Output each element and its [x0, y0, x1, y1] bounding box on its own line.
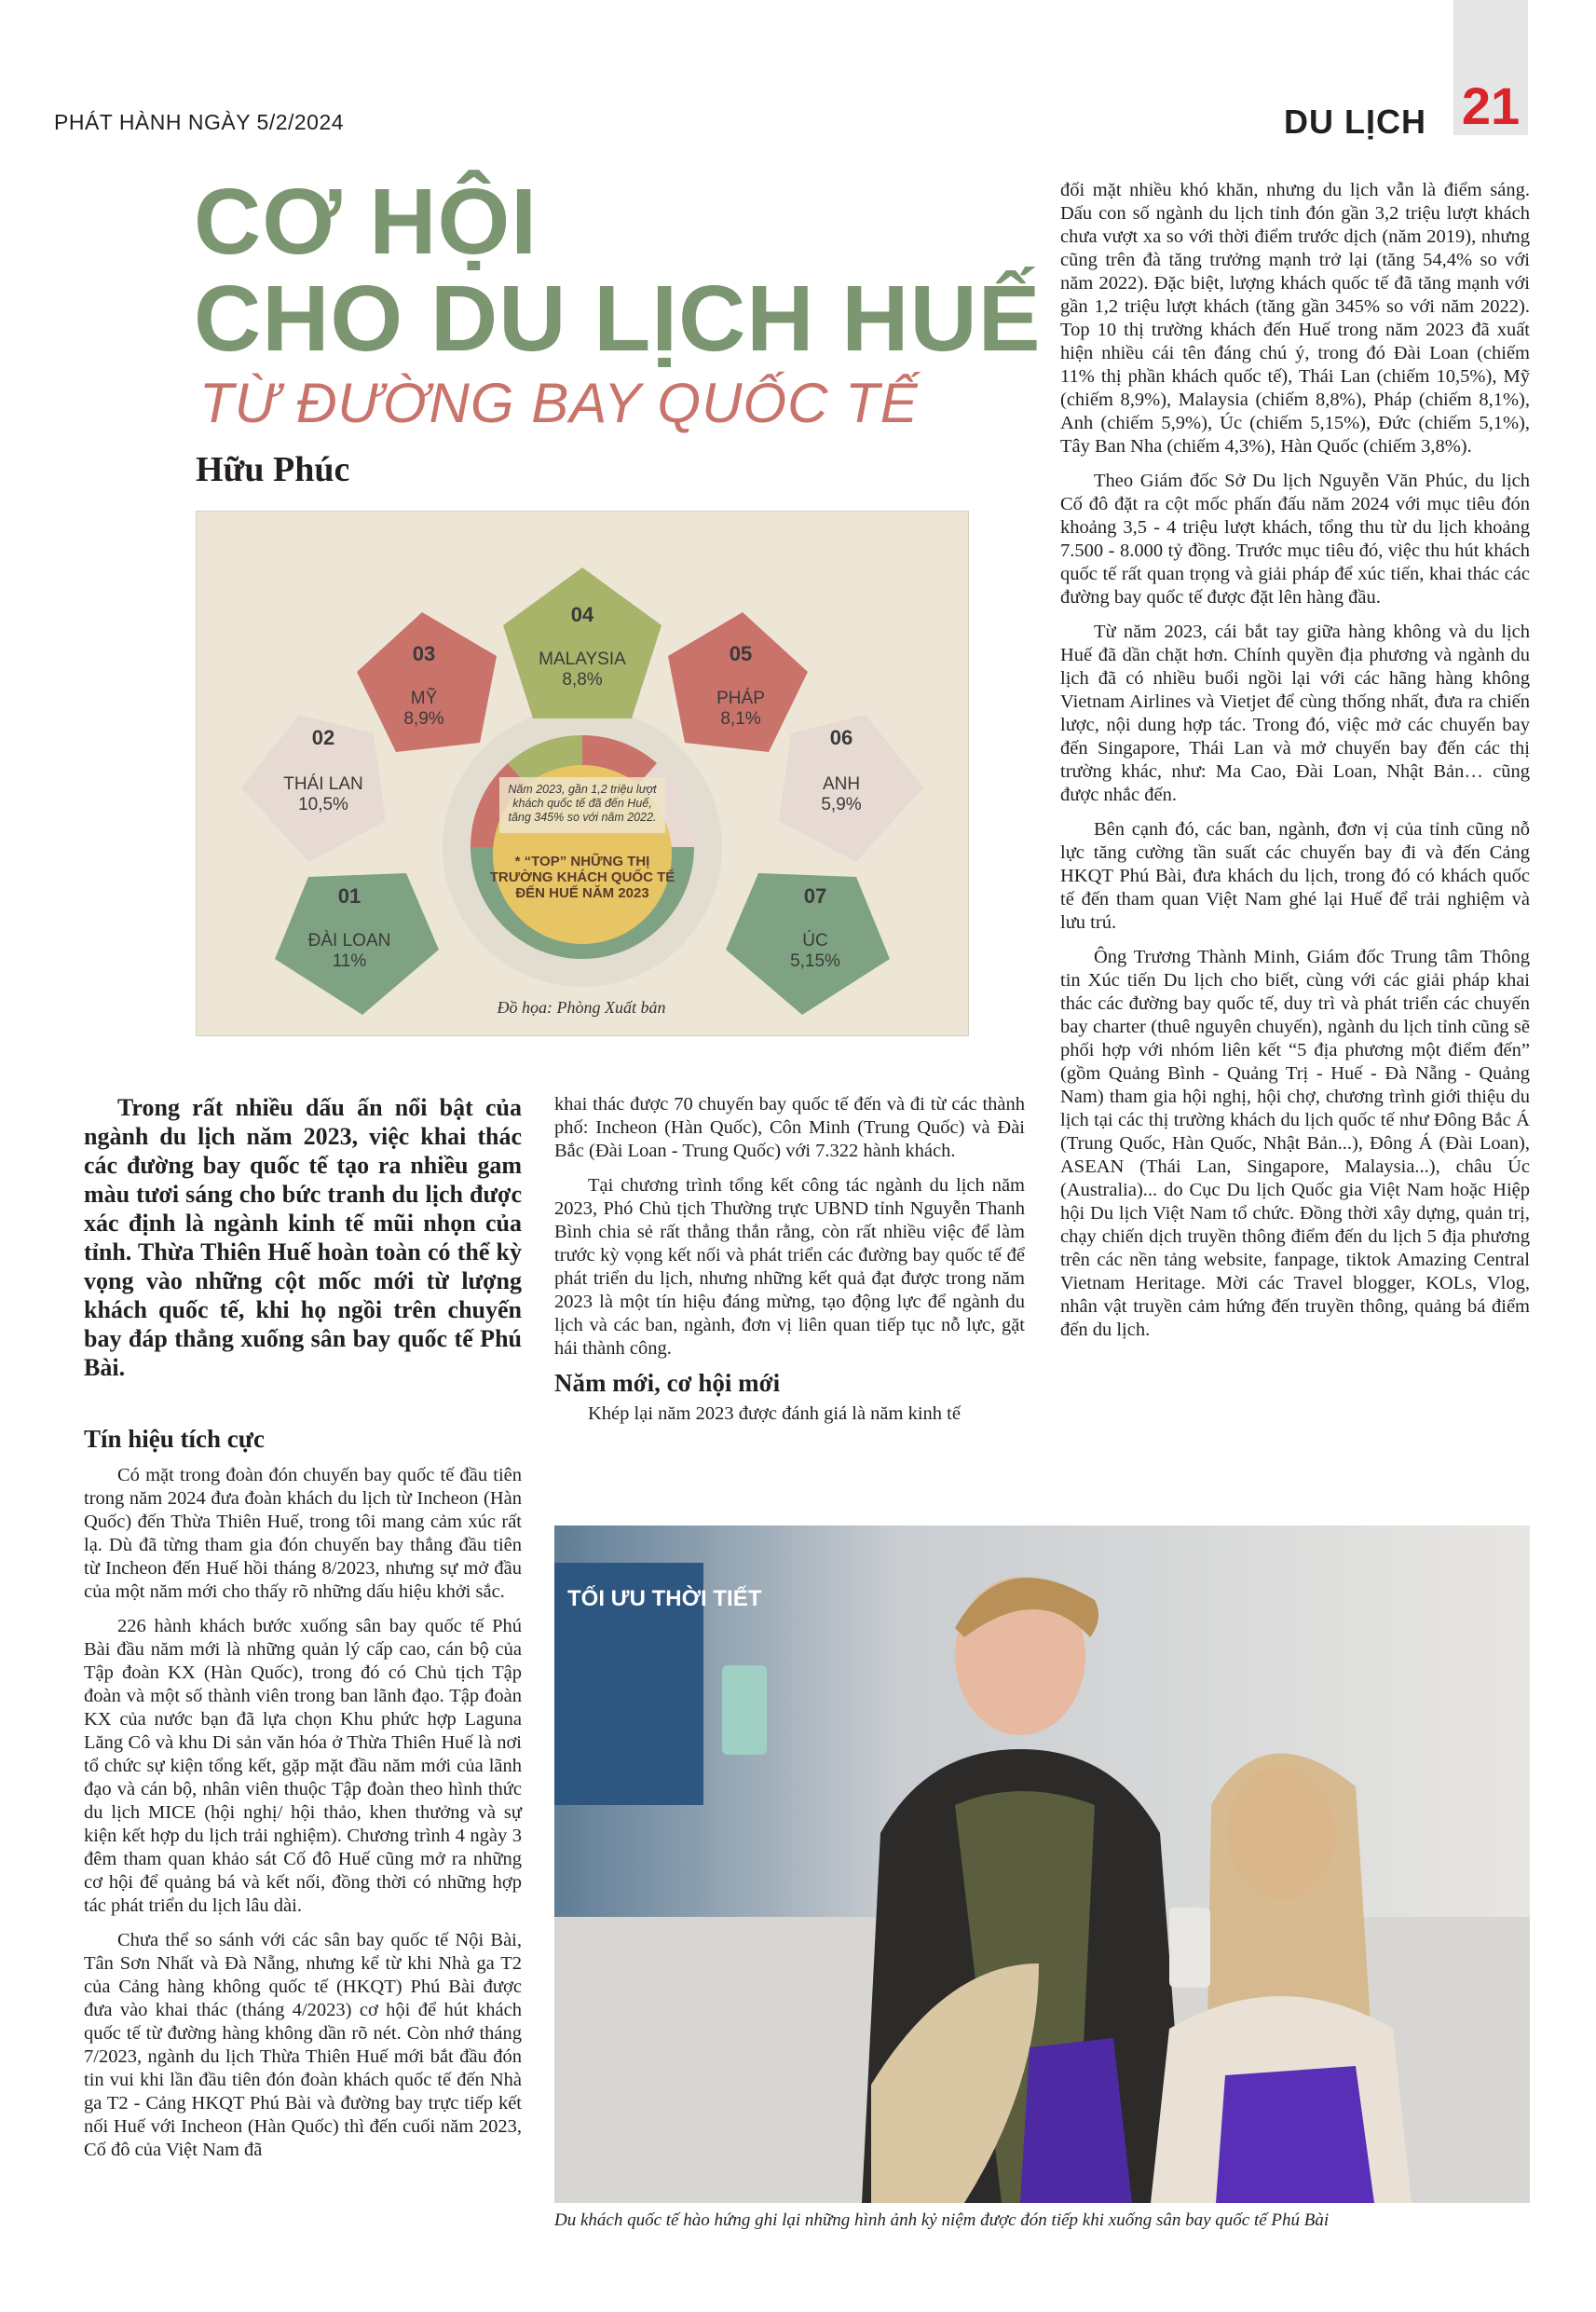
infographic-svg [197, 512, 968, 1035]
graphic-credit: Đồ họa: Phòng Xuất bản [497, 998, 666, 1017]
phone-right [1169, 1908, 1210, 1988]
infographic [196, 511, 969, 1036]
name-07: ÚC [802, 931, 828, 951]
share-02: 10,5% [298, 795, 348, 814]
paragraph: Ông Trương Thành Minh, Giám đốc Trung tâm Thông tin Xúc tiến Du lịch cho biết, cùng với các giải pháp khai thác các đường bay quốc tế, duy trì và phát triển các chuyến bay charter (thuê nguyên chuyến), ngành du lịch tỉnh cũng sẽ phối hợp với nhóm liên kết “5 địa phương một điểm đến” (gồm Quảng Bình - Quảng Trị - Huế - Đà Nẵng - Quảng Nam) tham gia hội nghị, hội chợ, chương trình giới thiệu du lịch tại các thị trường khách du lịch quốc tế như Đông Bắc Á (Trung Quốc, Hàn Quốc, Nhật Bản...), Đông Á (Đài Loan), ASEAN (Thái Lan, Singapore, Malaysia...), châu Úc (Australia)... do Cục Du lịch Quốc gia Việt Nam hoặc Hiệp hội Du lịch Việt Nam tổ chức. Đồng thời xây dựng, quản trị, chạy chiến dịch truyền thông điểm đến du lịch 5 địa phương trên các nền tảng website, fanpage, tiktok Amazing Central Vietnam Heritage. Mời các Travel blogger, KOLs, Vlog, nhân vật truyền cảm hứng đến truyền thông, quảng bá điểm đến du lịch. [1060, 947, 1530, 1340]
rank-07: 07 [803, 884, 827, 908]
section-heading-2: Năm mới, cơ hội mới [554, 1369, 781, 1397]
share-01: 11% [332, 951, 367, 971]
column-2 [554, 1093, 1025, 1437]
paragraph: Theo Giám đốc Sở Du lịch Nguyễn Văn Phúc, du lịch Cố đô đặt ra cột mốc phấn đấu năm 2024 với mục tiêu đón khoảng 3,5 - 4 triệu lượt khách, tổng thu từ du lịch khoảng 7.500 - 8.000 tỷ đồng. Trước mục tiêu đó, việc thu hút khách quốc tế rất quan trọng và giải pháp để xúc tiến, khai thác các đường bay quốc tế được đặt lên hàng đầu. [1060, 471, 1530, 608]
center-title: * “TOP” NHỮNG THỊ TRƯỜNG KHÁCH QUỐC TẾ ĐẾN HUẾ NĂM 2023 [489, 854, 675, 901]
name-04: MALAYSIA [539, 650, 626, 669]
author-byline: Hữu Phúc [196, 450, 350, 489]
page-number: 21 [1461, 76, 1521, 135]
name-02: THÁI LAN [283, 774, 363, 794]
pentagon-05 [668, 612, 808, 752]
rank-06: 06 [829, 726, 853, 749]
issue-date: PHÁT HÀNH NGÀY 5/2/2024 [54, 110, 345, 134]
paragraph: khai thác được 70 chuyến bay quốc tế đến và đi từ các thành phố: Incheon (Hàn Quốc), Côn Minh (Trung Quốc) và Đài Bắc (Đài Loan - Trung Quốc) với 7.322 hành khách. [554, 1094, 1025, 1161]
paragraph: Tại chương trình tổng kết công tác ngành du lịch năm 2023, Phó Chủ tịch Thường trực UBND tỉnh Nguyễn Thanh Bình chia sẻ rất thẳng thắn rằng, còn rất nhiều việc để làm trước kỳ vọng kết nối và phát triển các đường bay quốc tế để phát triển du lịch, nhưng những kết quả đạt được trong năm 2023 là một tín hiệu đáng mừng, tạo động lực để ngành du lịch và các ban, ngành, đơn vị liên quan tiếp tục nỗ lực, gặt hái thành công. [554, 1175, 1025, 1359]
pentagon-03 [357, 612, 497, 752]
paragraph: Chưa thể so sánh với các sân bay quốc tế Nội Bài, Tân Sơn Nhất và Đà Nẵng, nhưng kể từ khi Nhà ga T2 của Cảng hàng không quốc tế (HKQT) Phú Bài được đưa vào khai thác (tháng 4/2023) cơ hội để hút khách quốc tế từ đường hàng không dần rõ nét. Còn nhớ tháng 7/2023, ngành du lịch Thừa Thiên Huế mới bắt đầu đón tin vui khi lần đầu tiên đón đoàn khách quốc tế đến Nhà ga T2 - Cảng HKQT Phú Bài và đường bay trực tiếp kết nối Huế với Incheon (Hàn Quốc) thì đến cuối năm 2023, Cố đô của Việt Nam đã [84, 1930, 522, 2160]
paragraph: 226 hành khách bước xuống sân bay quốc tế Phú Bài đầu năm mới là những quản lý cấp cao, cán bộ của Tập đoàn KX (Hàn Quốc), trong đó có Chủ tịch Tập đoàn và một số thành viên trong ban lãnh đạo. Tập đoàn KX của nước bạn đã lựa chọn Khu phức hợp Laguna Lăng Cô và khu Di sản văn hóa ở Thừa Thiên Huế là nơi tổ chức sự kiện tổng kết, gặp mặt đầu năm mới của lãnh đạo và cán bộ, nhân viên thuộc Tập đoàn theo hình thức du lịch MICE (hội nghị/ hội thảo, khen thưởng và sự kiện kết hợp du lịch trải nghiệm). Chương trình 4 ngày 3 đêm tham quan khảo sát Cố đô Huế cũng mở ra những cơ hội để quảng bá và kết nối, đồng thời có những hợp tác phát triển du lịch lâu dài. [84, 1616, 522, 1916]
paragraph: Bên cạnh đó, các ban, ngành, đơn vị của tỉnh cũng nỗ lực tăng cường tần suất các chuyến bay đi và đến Cảng HKQT Phú Bài, đưa khách du lịch, trong đó có khách quốc tế đến tham quan Việt Nam ghé lại Huế để trải nghiệm và lưu trú. [1060, 819, 1530, 933]
headline-subtitle: TỪ ĐƯỜNG BAY QUỐC TẾ [199, 372, 919, 434]
rank-05: 05 [729, 642, 753, 665]
headline-line-1: CƠ HỘI [194, 170, 539, 274]
section-label: DU LỊCH [1284, 103, 1426, 141]
pentagon-04 [503, 568, 662, 718]
gift-bag-right [1216, 2066, 1374, 2203]
center-text: Năm 2023, gần 1,2 triệu lượt khách quốc tế đã đến Huế, tăng 345% so với năm 2022. [508, 783, 657, 824]
paragraph: Từ năm 2023, cái bắt tay giữa hàng không và du lịch Huế đã dần chặt hơn. Chính quyền địa phương và ngành du lịch đã có nhiều buổi ngồi lại với các hãng hàng không Vietnam Airlines và Vietjet để cùng thống nhất, đưa ra chiến lược, nội dung hợp tác. Trong đó, việc mở các chuyến bay đến Singapore, Thái Lan và mở chuyến bay đến các thị trường khác, như: Ma Cao, Đài Loan, Nhật Bản… cũng được nhắc đến. [1060, 622, 1530, 805]
share-03: 8,9% [403, 709, 444, 729]
phone-left [722, 1665, 767, 1755]
headline-line-2: CHO DU LỊCH HUẾ [194, 267, 1042, 371]
column-1 [84, 1425, 522, 2173]
article-lead: Trong rất nhiều dấu ấn nổi bật của ngành du lịch năm 2023, việc khai thác các đường bay quốc tế tạo ra nhiều gam màu tươi sáng cho bức tranh du lịch được xác định là ngành kinh tế mũi nhọn của tỉnh. Thừa Thiên Huế hoàn toàn có thể kỳ vọng vào những cột mốc mới từ lượng khách quốc tế, khi họ ngồi trên chuyến bay đáp thẳng xuống sân bay quốc tế Phú Bài. [84, 1094, 522, 1381]
column-3 [1060, 179, 1530, 1353]
name-01: ĐÀI LOAN [307, 931, 391, 951]
rank-03: 03 [412, 642, 436, 665]
name-05: PHÁP [716, 689, 765, 708]
photo-illustration [554, 1525, 1530, 2203]
paragraph: Khép lại năm 2023 được đánh giá là năm kinh tế [588, 1403, 961, 1424]
name-06: ANH [822, 774, 861, 794]
paragraph: đối mặt nhiều khó khăn, nhưng du lịch vẫn là điểm sáng. Dấu con số ngành du lịch tỉnh đón gần 3,2 triệu lượt khách chưa vượt xa so với thời điểm trước dịch (năm 2019), nhưng cũng trên đà tăng trưởng mạnh trở lại (tăng 54,4% so với năm 2022). Đặc biệt, lượng khách quốc tế đã tăng mạnh với gần 1,2 triệu lượt khách (tăng gần 345% so với năm 2022). Top 10 thị trường khách đến Huế trong năm 2023 đã xuất hiện nhiều cái tên đáng chú ý, trong đó Đài Loan (chiếm 11% thị phần khách quốc tế), Thái Lan (chiếm 10,5%), Mỹ (chiếm 8,9%), Malaysia (chiếm 8,8%), Pháp (chiếm 8,1%), Anh (chiếm 5,9%), Úc (chiếm 5,15%), Đức (chiếm 5,1%), Tây Ban Nha (chiếm 4,3%), Hàn Quốc (chiếm 3,8%). [1060, 180, 1530, 457]
share-04: 8,8% [562, 670, 603, 690]
rank-04: 04 [570, 603, 594, 626]
gift-bag-left [1020, 2038, 1132, 2203]
airport-sign-text: TỐI ƯU THỜI TIẾT [567, 1586, 762, 1611]
section-heading-1: Tín hiệu tích cực [84, 1425, 265, 1453]
name-03: MỸ [410, 689, 438, 708]
rank-02: 02 [311, 726, 335, 749]
article-photo [554, 1525, 1530, 2203]
share-06: 5,9% [821, 795, 862, 814]
paragraph: Có mặt trong đoàn đón chuyến bay quốc tế đầu tiên trong năm 2024 đưa đoàn khách du lịch từ Incheon (Hàn Quốc) đến Thừa Thiên Huế, trong tôi mang cảm xúc rất lạ. Dù đã từng tham gia đón chuyến bay thẳng đầu tiên từ Incheon đến Huế hồi tháng 8/2023, nhưng sự mở đầu của một năm mới cho thấy rõ những dấu hiệu khởi sắc. [84, 1465, 522, 1602]
rank-01: 01 [337, 884, 361, 908]
share-07: 5,15% [790, 951, 840, 971]
photo-caption: Du khách quốc tế hào hứng ghi lại những hình ảnh kỷ niệm được đón tiếp khi xuống sân bay quốc tế Phú Bài [554, 2210, 1330, 2230]
share-05: 8,1% [720, 709, 761, 729]
